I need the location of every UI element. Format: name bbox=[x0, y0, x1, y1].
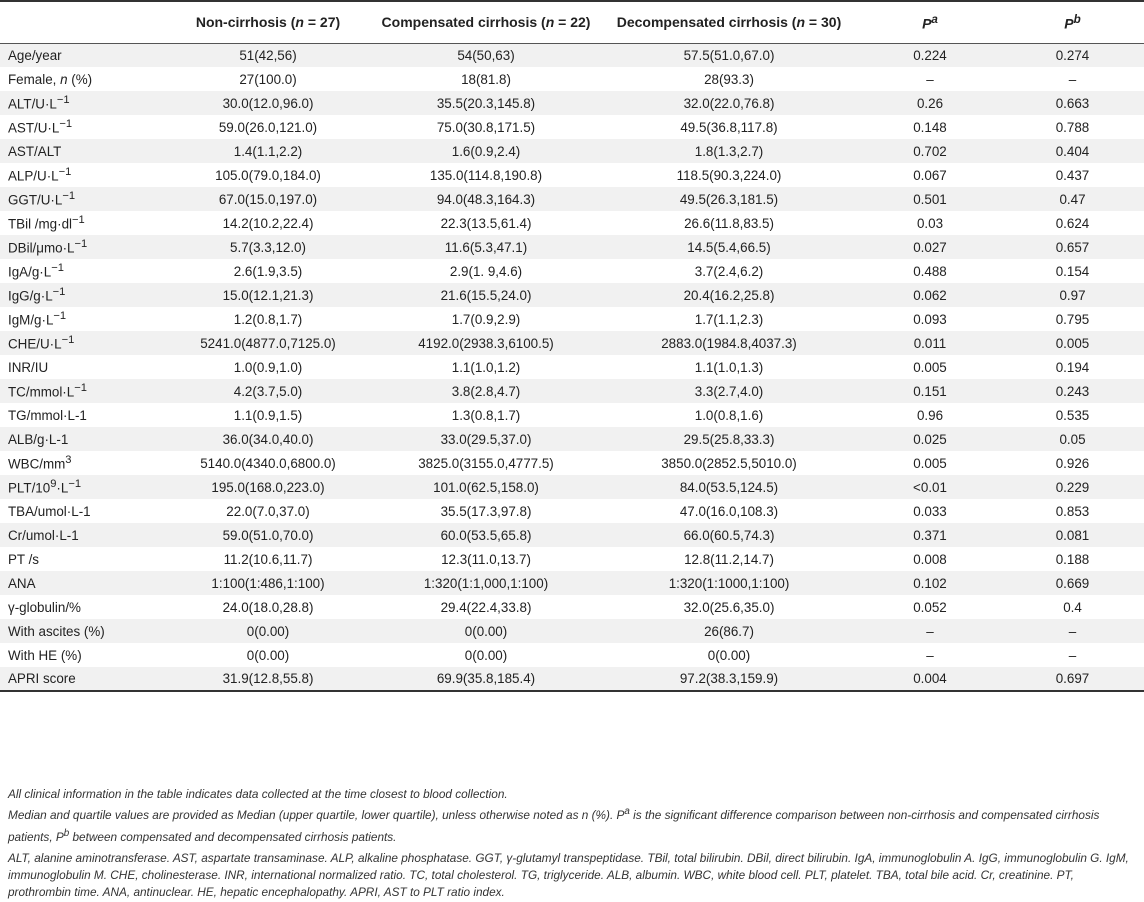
header-p-a: $P^a$ bbox=[859, 1, 1001, 43]
compensated-cell: 33.0(29.5,37.0) bbox=[373, 427, 599, 451]
p-b-cell: 0.853 bbox=[1055, 503, 1090, 519]
p-a-cell: – bbox=[926, 647, 934, 663]
p-b-cell: 0.926 bbox=[1055, 455, 1090, 471]
footnote-abbreviations: ALT, alanine aminotransferase. AST, aspartate transaminase. ALP, alkaline phosphatase. GGT, γ-glutamyl transpeptidase. TBil, total bilirubin. DBil, direct bilirubin. IgA, immunoglobulin A. IgG, immunoglobulin G. IgM, immunoglobulin M. CHE, cholinesterase. INR, international normalized ratio. TC, total cholesterol. TG, triglyceride. ALB, albumin. WBC, white blood cell. PLT, platelet. TBA, total bile acid. Cr, creatinine. PT, prothrombin time. ANA, antinuclear. HE, hepatic encephalopathy. APRI, AST to PLT ratio index. bbox=[8, 850, 1129, 900]
compensated-cell: 3825.0(3155.0,4777.5) bbox=[418, 455, 554, 471]
table-footnotes bbox=[8, 786, 1136, 902]
table-row bbox=[0, 211, 1144, 235]
p-b-cell: 0.47 bbox=[1001, 187, 1144, 211]
non-cirrhosis-cell: 1.1(0.9,1.5) bbox=[233, 407, 303, 423]
p-a-cell: 0.004 bbox=[859, 667, 1001, 691]
p-a-cell: 0.702 bbox=[859, 139, 1001, 163]
non-cirrhosis-cell: 2.6(1.9,3.5) bbox=[233, 263, 303, 279]
row-label: Cr/umol·L-1 bbox=[0, 523, 163, 547]
header-blank bbox=[0, 1, 163, 43]
p-a-cell: 0.03 bbox=[916, 215, 944, 231]
decompensated-cell: 66.0(60.5,74.3) bbox=[599, 523, 859, 547]
p-a-cell: 0.008 bbox=[913, 551, 947, 567]
non-cirrhosis-cell: 51(42,56) bbox=[163, 43, 373, 67]
decompensated-cell: 97.2(38.3,159.9) bbox=[599, 667, 859, 691]
p-b-cell: – bbox=[1068, 647, 1077, 663]
row-label: IgA/$g\cdot L^{-1}$ bbox=[8, 262, 64, 280]
table-row bbox=[0, 163, 1144, 187]
table-row bbox=[0, 523, 1144, 547]
table-row bbox=[0, 427, 1144, 451]
row-label: With HE (%) bbox=[8, 647, 82, 663]
p-b-cell: 0.274 bbox=[1001, 43, 1144, 67]
row-label: With ascites (%) bbox=[0, 619, 163, 643]
decompensated-cell: 26(86.7) bbox=[599, 619, 859, 643]
non-cirrhosis-cell: 59.0(26.0,121.0) bbox=[218, 119, 318, 135]
table-row bbox=[0, 283, 1144, 307]
non-cirrhosis-cell: 1:100(1:486,1:100) bbox=[163, 571, 373, 595]
table-row bbox=[0, 475, 1144, 499]
non-cirrhosis-cell: 14.2(10.2,22.4) bbox=[222, 215, 314, 231]
p-b-cell: 0.663 bbox=[1001, 91, 1144, 115]
compensated-cell: 69.9(35.8,185.4) bbox=[373, 667, 599, 691]
compensated-cell: 12.3(11.0,13.7) bbox=[441, 551, 531, 567]
non-cirrhosis-cell: 4.2(3.7,5.0) bbox=[163, 379, 373, 403]
compensated-cell: 1.3(0.8,1.7) bbox=[451, 407, 521, 423]
p-b-cell: 0.669 bbox=[1001, 571, 1144, 595]
p-b-cell: 0.4 bbox=[1063, 599, 1082, 615]
table-row bbox=[0, 307, 1144, 331]
compensated-cell: 101.0(62.5,158.0) bbox=[373, 475, 599, 499]
non-cirrhosis-cell: 31.9(12.8,55.8) bbox=[163, 667, 373, 691]
decompensated-cell: 3850.0(2852.5,5010.0) bbox=[661, 455, 797, 471]
p-b-cell: 0.788 bbox=[1055, 119, 1090, 135]
table-row bbox=[0, 403, 1144, 427]
non-cirrhosis-cell: 30.0(12.0,96.0) bbox=[163, 91, 373, 115]
p-b-cell: 0.154 bbox=[1055, 263, 1090, 279]
p-b-cell: 0.404 bbox=[1001, 139, 1144, 163]
p-b-cell: 0.624 bbox=[1055, 215, 1090, 231]
decompensated-cell: 1.1(1.0,1.3) bbox=[694, 359, 764, 375]
non-cirrhosis-cell: 105.0(79.0,184.0) bbox=[215, 167, 321, 183]
non-cirrhosis-cell: 1.4(1.1,2.2) bbox=[163, 139, 373, 163]
row-label: AST/$U\cdot L^{-1}$ bbox=[8, 118, 73, 136]
compensated-cell: 135.0(114.8,190.8) bbox=[429, 167, 543, 183]
compensated-cell: 22.3(13.5,61.4) bbox=[440, 215, 532, 231]
table-row bbox=[0, 571, 1144, 595]
p-a-cell: 0.033 bbox=[913, 503, 947, 519]
table-row bbox=[0, 667, 1144, 691]
row-label: γ-globulin/% bbox=[8, 599, 81, 615]
p-b-cell: 0.97 bbox=[1001, 283, 1144, 307]
compensated-cell: 60.0(53.5,65.8) bbox=[373, 523, 599, 547]
p-b-cell: 0.795 bbox=[1055, 311, 1090, 327]
decompensated-cell: 2883.0(1984.8,4037.3) bbox=[599, 331, 859, 355]
row-label: AST/ALT bbox=[0, 139, 163, 163]
table-row bbox=[0, 235, 1144, 259]
row-label: PLT/$10^9\cdot L^{-1}$ bbox=[0, 475, 163, 499]
p-b-cell: – bbox=[1001, 619, 1144, 643]
decompensated-cell: 49.5(26.3,181.5) bbox=[599, 187, 859, 211]
table-row bbox=[0, 43, 1144, 67]
decompensated-cell: 1:320(1:1000,1:100) bbox=[599, 571, 859, 595]
compensated-cell: 18(81.8) bbox=[461, 71, 511, 87]
compensated-cell: 29.4(22.4,33.8) bbox=[440, 599, 532, 615]
non-cirrhosis-cell: 22.0(7.0,37.0) bbox=[226, 503, 310, 519]
decompensated-cell: 118.5(90.3,224.0) bbox=[676, 167, 782, 183]
decompensated-cell: 0(0.00) bbox=[707, 647, 751, 663]
compensated-cell: 2.9(1. 9,4.6) bbox=[449, 263, 523, 279]
p-a-cell: 0.224 bbox=[859, 43, 1001, 67]
p-a-cell: 0.501 bbox=[859, 187, 1001, 211]
p-b-cell: 0.657 bbox=[1001, 235, 1144, 259]
table-row bbox=[0, 451, 1144, 475]
table-row bbox=[0, 595, 1144, 619]
row-label: ANA bbox=[0, 571, 163, 595]
table-row bbox=[0, 619, 1144, 643]
header-compensated-cirrhosis: Compensated cirrhosis (n = 22) bbox=[373, 1, 599, 43]
compensated-cell: 35.5(20.3,145.8) bbox=[373, 91, 599, 115]
p-b-cell: 0.697 bbox=[1001, 667, 1144, 691]
table-row bbox=[0, 355, 1144, 379]
row-label: Age/year bbox=[0, 43, 163, 67]
compensated-cell: 0(0.00) bbox=[373, 619, 599, 643]
row-label: TG/mmol·L-1 bbox=[8, 407, 87, 423]
p-a-cell: 0.26 bbox=[859, 91, 1001, 115]
decompensated-cell: 28(93.3) bbox=[704, 71, 754, 87]
decompensated-cell: 14.5(5.4,66.5) bbox=[599, 235, 859, 259]
p-a-cell: 0.052 bbox=[913, 599, 947, 615]
decompensated-cell: 1.0(0.8,1.6) bbox=[694, 407, 764, 423]
table-row bbox=[0, 499, 1144, 523]
decompensated-cell: 84.0(53.5,124.5) bbox=[599, 475, 859, 499]
non-cirrhosis-cell: 59.0(51.0,70.0) bbox=[163, 523, 373, 547]
decompensated-cell: 1.8(1.3,2.7) bbox=[599, 139, 859, 163]
p-a-cell: 0.102 bbox=[859, 571, 1001, 595]
compensated-cell: 1.6(0.9,2.4) bbox=[373, 139, 599, 163]
row-label: ALB/g·L-1 bbox=[0, 427, 163, 451]
p-b-cell: 0.194 bbox=[1055, 359, 1090, 375]
compensated-cell: 11.6(5.3,47.1) bbox=[373, 235, 599, 259]
row-label: PT /s bbox=[8, 551, 40, 567]
compensated-cell: 94.0(48.3,164.3) bbox=[373, 187, 599, 211]
table-row bbox=[0, 643, 1144, 667]
table-row bbox=[0, 379, 1144, 403]
p-b-cell: 0.005 bbox=[1001, 331, 1144, 355]
table-row bbox=[0, 91, 1144, 115]
table-row bbox=[0, 187, 1144, 211]
non-cirrhosis-cell: 5140.0(4340.0,6800.0) bbox=[200, 455, 336, 471]
decompensated-cell: 3.3(2.7,4.0) bbox=[599, 379, 859, 403]
non-cirrhosis-cell: 15.0(12.1,21.3) bbox=[163, 283, 373, 307]
decompensated-cell: 47.0(16.0,108.3) bbox=[679, 503, 779, 519]
p-a-cell: 0.488 bbox=[913, 263, 947, 279]
row-label: TBil $/mg\cdot dl^{-1}$ bbox=[8, 214, 85, 232]
p-b-cell: 0.188 bbox=[1055, 551, 1090, 567]
row-label: INR/IU bbox=[8, 359, 49, 375]
p-a-cell: 0.067 bbox=[913, 167, 947, 183]
decompensated-cell: 20.4(16.2,25.8) bbox=[599, 283, 859, 307]
table-row bbox=[0, 331, 1144, 355]
decompensated-cell: 49.5(36.8,117.8) bbox=[680, 119, 778, 135]
non-cirrhosis-cell: 5241.0(4877.0,7125.0) bbox=[163, 331, 373, 355]
row-label: TBA/umol·L-1 bbox=[8, 503, 91, 519]
p-a-cell: 0.005 bbox=[913, 359, 947, 375]
non-cirrhosis-cell: 1.0(0.9,1.0) bbox=[233, 359, 303, 375]
p-b-cell: 0.243 bbox=[1001, 379, 1144, 403]
p-b-cell: 0.05 bbox=[1001, 427, 1144, 451]
header-decompensated-cirrhosis: Decompensated cirrhosis (n = 30) bbox=[599, 1, 859, 43]
row-label: CHE/$U\cdot L^{-1}$ bbox=[0, 331, 163, 355]
p-b-cell: 0.229 bbox=[1001, 475, 1144, 499]
p-a-cell: 0.96 bbox=[916, 407, 944, 423]
decompensated-cell: 12.8(11.2,14.7) bbox=[684, 551, 774, 567]
footnote-median-quartile: Median and quartile values are provided as Median (upper quartile, lower quartile), unless otherwise noted as n (%). $P^a$ is the significant difference comparison between non-cirrhosis and compensated cirrhosis patients, $P^b$ between compensated and decompensated cirrhosis patients. bbox=[8, 806, 1100, 844]
p-a-cell: – bbox=[926, 71, 934, 87]
decompensated-cell: 57.5(51.0,67.0) bbox=[599, 43, 859, 67]
p-a-cell: 0.011 bbox=[859, 331, 1001, 355]
row-label: DBil/$\mu mo\cdot L^{-1}$ bbox=[0, 235, 163, 259]
decompensated-cell: 32.0(25.6,35.0) bbox=[683, 599, 775, 615]
non-cirrhosis-cell: 5.7(3.3,12.0) bbox=[163, 235, 373, 259]
p-a-cell: 0.025 bbox=[859, 427, 1001, 451]
non-cirrhosis-cell: 24.0(18.0,28.8) bbox=[222, 599, 314, 615]
p-b-cell: 0.437 bbox=[1055, 167, 1090, 183]
footnote-collection: All clinical information in the table indicates data collected at the time closest to blood collection. bbox=[8, 787, 508, 801]
row-label: GGT/$U\cdot L^{-1}$ bbox=[0, 187, 163, 211]
p-a-cell: <0.01 bbox=[859, 475, 1001, 499]
compensated-cell: 4192.0(2938.3,6100.5) bbox=[373, 331, 599, 355]
compensated-cell: 0(0.00) bbox=[464, 647, 508, 663]
header-non-cirrhosis: Non-cirrhosis (n = 27) bbox=[163, 1, 373, 43]
decompensated-cell: 32.0(22.0,76.8) bbox=[599, 91, 859, 115]
non-cirrhosis-cell: 0(0.00) bbox=[246, 647, 290, 663]
compensated-cell: 1:320(1:1,000,1:100) bbox=[373, 571, 599, 595]
p-a-cell: 0.027 bbox=[859, 235, 1001, 259]
table-row bbox=[0, 547, 1144, 571]
decompensated-cell: 3.7(2.4,6.2) bbox=[694, 263, 764, 279]
p-b-cell: 0.535 bbox=[1055, 407, 1090, 423]
p-a-cell: 0.093 bbox=[913, 311, 947, 327]
header-p-b: $P^b$ bbox=[1001, 1, 1144, 43]
non-cirrhosis-cell: 0(0.00) bbox=[163, 619, 373, 643]
p-b-cell: – bbox=[1068, 71, 1077, 87]
compensated-cell: 21.6(15.5,24.0) bbox=[373, 283, 599, 307]
table-body bbox=[0, 43, 1144, 691]
decompensated-cell: 29.5(25.8,33.3) bbox=[599, 427, 859, 451]
non-cirrhosis-cell: 1.2(0.8,1.7) bbox=[233, 311, 303, 327]
row-label: IgG/$g\cdot L^{-1}$ bbox=[0, 283, 163, 307]
table-row bbox=[0, 67, 1144, 91]
table-row bbox=[0, 115, 1144, 139]
p-a-cell: 0.151 bbox=[859, 379, 1001, 403]
non-cirrhosis-cell: 36.0(34.0,40.0) bbox=[163, 427, 373, 451]
compensated-cell: 1.7(0.9,2.9) bbox=[451, 311, 521, 327]
p-a-cell: 0.062 bbox=[859, 283, 1001, 307]
compensated-cell: 3.8(2.8,4.7) bbox=[373, 379, 599, 403]
row-label: Female, n (%) bbox=[8, 71, 93, 87]
non-cirrhosis-cell: 67.0(15.0,197.0) bbox=[163, 187, 373, 211]
compensated-cell: 35.5(17.3,97.8) bbox=[440, 503, 532, 519]
p-b-cell: 0.081 bbox=[1001, 523, 1144, 547]
table-row bbox=[0, 139, 1144, 163]
row-label: WBC/$mm^3$ bbox=[8, 454, 72, 472]
decompensated-cell: 1.7(1.1,2.3) bbox=[694, 311, 764, 327]
compensated-cell: 75.0(30.8,171.5) bbox=[436, 119, 536, 135]
row-label: $TC/mmol\cdot L^{-1}$ bbox=[0, 379, 163, 403]
header-row bbox=[0, 1, 1144, 43]
non-cirrhosis-cell: 11.2(10.6,11.7) bbox=[223, 551, 313, 567]
row-label: IgM/$g\cdot L^{-1}$ bbox=[8, 310, 67, 328]
p-a-cell: 0.005 bbox=[913, 455, 947, 471]
table-row bbox=[0, 259, 1144, 283]
compensated-cell: 54(50,63) bbox=[373, 43, 599, 67]
p-a-cell: 0.371 bbox=[859, 523, 1001, 547]
p-a-cell: – bbox=[859, 619, 1001, 643]
non-cirrhosis-cell: 27(100.0) bbox=[239, 71, 297, 87]
decompensated-cell: 26.6(11.8,83.5) bbox=[684, 215, 774, 231]
compensated-cell: 1.1(1.0,1.2) bbox=[451, 359, 521, 375]
row-label: ALP/$U\cdot L^{-1}$ bbox=[8, 166, 72, 184]
row-label: ALT/$U\cdot L^{-1}$ bbox=[0, 91, 163, 115]
non-cirrhosis-cell: 195.0(168.0,223.0) bbox=[163, 475, 373, 499]
row-label: APRI score bbox=[0, 667, 163, 691]
p-a-cell: 0.148 bbox=[913, 119, 947, 135]
